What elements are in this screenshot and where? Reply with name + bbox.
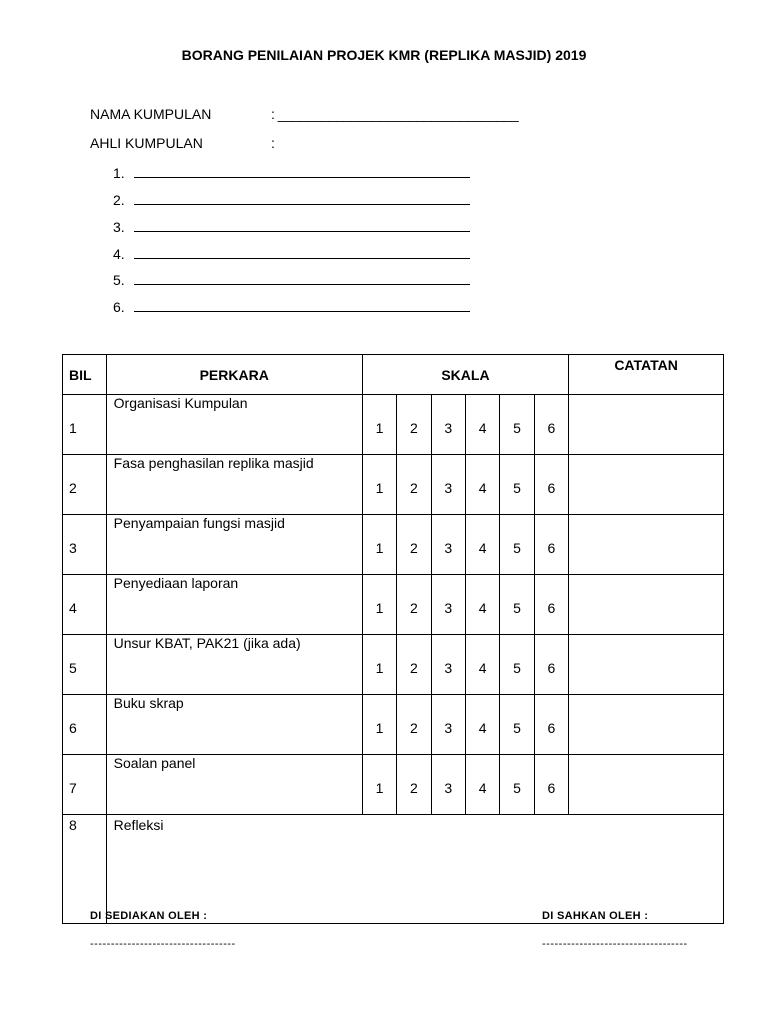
- row-bil: 5: [63, 635, 107, 695]
- member-number: 1.: [113, 165, 125, 181]
- scale-option[interactable]: 1: [362, 395, 396, 455]
- member-number: 6.: [113, 299, 125, 315]
- header-perkara: PERKARA: [106, 355, 362, 395]
- scale-option[interactable]: 1: [362, 515, 396, 575]
- scale-option[interactable]: 3: [431, 515, 465, 575]
- scale-option[interactable]: 5: [500, 455, 534, 515]
- scale-option[interactable]: 6: [534, 695, 568, 755]
- scale-option[interactable]: 4: [465, 575, 499, 635]
- member-line[interactable]: [113, 219, 470, 235]
- scale-option[interactable]: 3: [431, 695, 465, 755]
- refleksi-cell[interactable]: Refleksi: [106, 815, 723, 924]
- member-number: 3.: [113, 219, 125, 235]
- scale-option[interactable]: 5: [500, 755, 534, 815]
- prepared-by-label: DI SEDIAKAN OLEH :: [90, 910, 208, 922]
- table-row: [63, 635, 724, 695]
- scale-option[interactable]: 2: [397, 515, 431, 575]
- ahli-kumpulan-label: AHLI KUMPULAN: [90, 135, 203, 151]
- member-line[interactable]: [113, 246, 470, 262]
- member-line[interactable]: [113, 165, 470, 181]
- member-line[interactable]: [113, 192, 470, 208]
- scale-option[interactable]: 2: [397, 635, 431, 695]
- scale-option[interactable]: 1: [362, 755, 396, 815]
- assessment-table: [62, 354, 724, 924]
- scale-option[interactable]: 5: [500, 695, 534, 755]
- ahli-kumpulan-colon: :: [271, 135, 275, 151]
- row-bil: 1: [63, 395, 107, 455]
- scale-option[interactable]: 4: [465, 755, 499, 815]
- header-bil: BIL: [63, 355, 107, 395]
- table-row: [63, 455, 724, 515]
- scale-option[interactable]: 6: [534, 575, 568, 635]
- table-row: [63, 695, 724, 755]
- scale-option[interactable]: 1: [362, 635, 396, 695]
- scale-option[interactable]: 4: [465, 455, 499, 515]
- row-bil: 8: [63, 815, 107, 924]
- table-row: [63, 575, 724, 635]
- row-catatan-cell[interactable]: [569, 515, 724, 575]
- member-number: 5.: [113, 272, 125, 288]
- prepared-by-line[interactable]: -----------------------------------: [90, 938, 236, 950]
- scale-option[interactable]: 6: [534, 515, 568, 575]
- scale-option[interactable]: 3: [431, 635, 465, 695]
- header-catatan: CATATAN: [569, 355, 724, 395]
- row-bil: 6: [63, 695, 107, 755]
- scale-option[interactable]: 6: [534, 455, 568, 515]
- header-skala: SKALA: [362, 355, 568, 395]
- scale-option[interactable]: 3: [431, 755, 465, 815]
- scale-option[interactable]: 4: [465, 395, 499, 455]
- row-catatan-cell[interactable]: [569, 455, 724, 515]
- row-perkara: Penyampaian fungsi masjid: [106, 515, 362, 575]
- nama-kumpulan-label: NAMA KUMPULAN: [90, 106, 212, 122]
- scale-option[interactable]: 4: [465, 635, 499, 695]
- table-row: [63, 515, 724, 575]
- scale-option[interactable]: 4: [465, 515, 499, 575]
- nama-kumpulan-field[interactable]: : _________________________________: [271, 106, 519, 122]
- form-title: BORANG PENILAIAN PROJEK KMR (REPLIKA MASJID) 2019: [181, 47, 587, 63]
- scale-option[interactable]: 5: [500, 395, 534, 455]
- refleksi-row: [63, 815, 724, 924]
- scale-option[interactable]: 1: [362, 575, 396, 635]
- scale-option[interactable]: 6: [534, 755, 568, 815]
- scale-option[interactable]: 2: [397, 695, 431, 755]
- member-line[interactable]: [113, 272, 470, 288]
- scale-option[interactable]: 2: [397, 395, 431, 455]
- table-row: [63, 395, 724, 455]
- row-perkara: Soalan panel: [106, 755, 362, 815]
- scale-option[interactable]: 5: [500, 575, 534, 635]
- row-bil: 2: [63, 455, 107, 515]
- row-perkara: Buku skrap: [106, 695, 362, 755]
- scale-option[interactable]: 3: [431, 395, 465, 455]
- scale-option[interactable]: 6: [534, 395, 568, 455]
- approved-by-line[interactable]: -----------------------------------: [542, 938, 688, 950]
- member-number: 4.: [113, 246, 125, 262]
- scale-option[interactable]: 2: [397, 755, 431, 815]
- scale-option[interactable]: 2: [397, 455, 431, 515]
- member-number: 2.: [113, 192, 125, 208]
- row-catatan-cell[interactable]: [569, 695, 724, 755]
- scale-option[interactable]: 5: [500, 515, 534, 575]
- scale-option[interactable]: 3: [431, 455, 465, 515]
- scale-option[interactable]: 4: [465, 695, 499, 755]
- approved-by-label: DI SAHKAN OLEH :: [542, 910, 649, 922]
- row-catatan-cell[interactable]: [569, 755, 724, 815]
- row-perkara: Organisasi Kumpulan: [106, 395, 362, 455]
- row-bil: 7: [63, 755, 107, 815]
- scale-option[interactable]: 1: [362, 695, 396, 755]
- scale-option[interactable]: 6: [534, 635, 568, 695]
- scale-option[interactable]: 2: [397, 575, 431, 635]
- table-header-row: [63, 355, 724, 395]
- scale-option[interactable]: 5: [500, 635, 534, 695]
- row-perkara: Unsur KBAT, PAK21 (jika ada): [106, 635, 362, 695]
- row-perkara: Fasa penghasilan replika masjid: [106, 455, 362, 515]
- row-perkara: Penyediaan laporan: [106, 575, 362, 635]
- row-bil: 3: [63, 515, 107, 575]
- scale-option[interactable]: 1: [362, 455, 396, 515]
- row-catatan-cell[interactable]: [569, 395, 724, 455]
- scale-option[interactable]: 3: [431, 575, 465, 635]
- row-catatan-cell[interactable]: [569, 575, 724, 635]
- member-line[interactable]: [113, 299, 470, 315]
- row-bil: 4: [63, 575, 107, 635]
- row-catatan-cell[interactable]: [569, 635, 724, 695]
- table-row: [63, 755, 724, 815]
